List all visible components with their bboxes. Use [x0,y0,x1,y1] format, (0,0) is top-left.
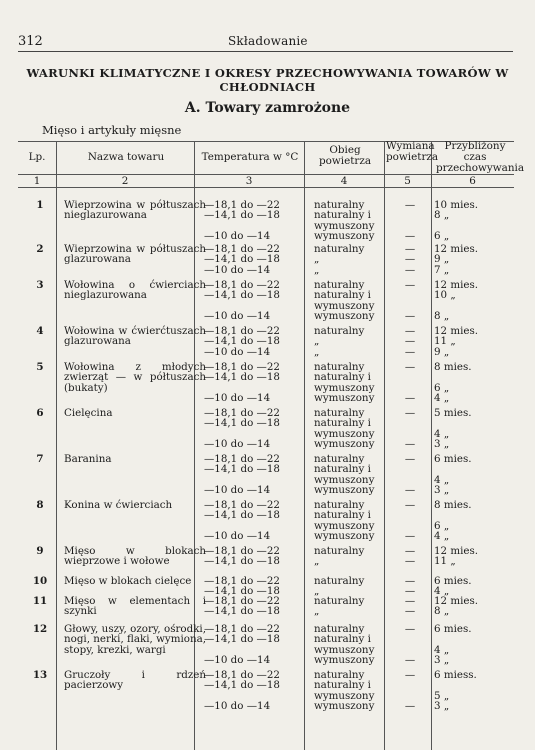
header-rule [18,51,513,52]
air-circulation: naturalny i [314,679,371,692]
air-exchange: — [404,545,416,557]
storage-time: 3 „ [434,484,450,497]
header-wymiana: Wymiana powietrza [386,140,439,163]
product-name: Cielęcina [64,407,113,419]
storage-time: 4 „ [434,427,450,440]
air-exchange: — [404,325,416,337]
temperature-range-group [204,670,310,712]
air-exchange [390,634,430,644]
storage-time-group [434,670,510,712]
header-rule-1 [18,174,514,175]
temperature-range: —18,1 do —22 [204,279,280,291]
storage-time: 7 „ [434,263,450,276]
storage-time-group [434,280,510,322]
air-circulation: wymuszony [314,530,375,543]
temperature-range: —10 do —14 [204,530,271,543]
header-lp: Lp. [28,151,46,163]
row-number: 8 [36,499,44,511]
col-number-2: 2 [121,175,129,187]
air-exchange: — [404,243,416,255]
air-circulation: „ [314,345,320,358]
air-exchange: — [404,279,416,291]
temperature-range: —14,1 do —18 [204,335,280,348]
storage-time: 6 mies. [434,575,472,587]
category-label: Mięso i artykuły mięsne [42,123,182,137]
product-name: Wieprzowina w półtuszach glazurowana [64,243,206,266]
row-number: 7 [36,453,44,465]
air-circulation-group [314,576,386,597]
temperature-range-group [204,500,310,542]
air-exchange-group [390,280,430,322]
air-exchange: — [404,669,416,681]
row-number: 5 [36,361,44,373]
storage-time: 11 „ [434,555,456,568]
temperature-range: —18,1 do —22 [204,325,280,337]
product-name: Wołowina w ćwierćtuszach glazurowana [64,325,206,348]
temperature-range: —10 do —14 [204,484,271,497]
air-circulation: naturalny [314,453,365,465]
storage-time-group [434,596,510,617]
air-circulation-group [314,596,386,617]
storage-time-group [434,326,510,357]
air-exchange [390,510,430,520]
air-circulation-group [314,624,386,666]
air-circulation-group [314,408,386,450]
air-circulation: naturalny [314,499,365,511]
subtitle: A. Towary zamrożone [184,100,351,116]
temperature-range-group [204,546,310,567]
air-circulation: naturalny [314,595,365,607]
temperature-range-group [204,244,310,275]
air-exchange: — [404,310,416,323]
air-circulation: „ [314,263,320,276]
row-number: 12 [32,623,48,635]
air-circulation-group [314,546,386,567]
storage-time: 5 mies. [434,407,472,419]
storage-table [18,140,525,750]
air-exchange: — [404,453,416,465]
temperature-range: —14,1 do —18 [204,253,280,266]
storage-time: 11 „ [434,335,456,348]
temperature-range: —18,1 do —22 [204,499,280,511]
main-title: WARUNKI KLIMATYCZNE I OKRESY PRZECHOWYWANIA TOWARÓW W CHŁODNIACH [26,66,509,94]
air-exchange: — [404,605,416,618]
product-name: Konina w ćwierciach [64,499,173,511]
product-name: Gruczoły i rdzeń pacierzowy [64,669,206,692]
storage-time: 8 „ [434,310,450,323]
temperature-range: —18,1 do —22 [204,669,280,681]
header-name: Nazwa towaru [87,151,165,163]
air-circulation-group [314,670,386,712]
temperature-range: —18,1 do —22 [204,575,280,587]
air-circulation: naturalny [314,361,365,373]
section-name: Składowanie [228,34,308,48]
air-exchange-group [390,546,430,567]
air-circulation: naturalny [314,279,365,291]
temperature-range: —14,1 do —18 [204,633,280,646]
air-exchange [390,680,430,690]
air-exchange: — [404,499,416,511]
header-temperature: Temperatura w °C [201,151,299,163]
storage-time: 5 „ [434,689,450,702]
air-circulation: wymuszony [314,689,375,702]
temperature-range: —10 do —14 [204,700,271,713]
air-circulation: wymuszony [314,700,375,713]
air-exchange: — [404,361,416,373]
product-name: Wołowina z młodych zwierząt — w półtuszach (bukaty) [64,361,206,394]
storage-time: 8 mies. [434,361,472,373]
air-circulation-group [314,500,386,542]
temperature-range-group [204,454,310,496]
air-circulation: naturalny [314,407,365,419]
storage-time: 10 „ [434,289,456,302]
product-name: Mięso w elementach i szynki [64,595,206,618]
product-name: Baranina [64,453,112,465]
air-exchange-group [390,624,430,666]
temperature-range-group [204,408,310,450]
temperature-range: —14,1 do —18 [204,371,280,384]
storage-time-group [434,408,510,450]
col-divider [56,141,57,750]
temperature-range: —18,1 do —22 [204,595,280,607]
storage-time: 6 „ [434,381,450,394]
storage-time: 12 mies. [434,325,479,337]
air-exchange [390,464,430,474]
air-exchange: — [404,345,416,358]
air-exchange: — [404,263,416,276]
temperature-range: —14,1 do —18 [204,605,280,618]
product-name: Mięso w blokach wieprzowe i wołowe [64,545,206,568]
row-number: 11 [32,595,48,607]
temperature-range: —10 do —14 [204,654,271,667]
air-circulation: naturalny [314,623,365,635]
air-exchange-group [390,670,430,712]
air-circulation: naturalny [314,669,365,681]
temperature-range: —18,1 do —22 [204,199,280,211]
storage-time: 4 „ [434,473,450,486]
air-exchange-group [390,200,430,242]
storage-time: 6 „ [434,519,450,532]
air-circulation: naturalny [314,325,365,337]
air-circulation-group [314,280,386,322]
air-circulation: wymuszony [314,473,375,486]
air-circulation: naturalny i [314,463,371,476]
air-circulation: naturalny i [314,417,371,430]
row-number: 9 [36,545,44,557]
storage-time: 6 mies. [434,623,472,635]
temperature-range: —10 do —14 [204,345,271,358]
col-divider [194,141,195,750]
air-exchange [390,372,430,382]
header-rule-2 [18,187,514,188]
air-circulation: „ [314,555,320,568]
temperature-range: —10 do —14 [204,263,271,276]
temperature-range: —10 do —14 [204,230,271,243]
page-number: 312 [18,34,43,49]
temperature-range-group [204,280,310,322]
temperature-range-group [204,362,310,404]
storage-time: 8 „ [434,209,450,222]
air-circulation: wymuszony [314,392,375,405]
col-number-6: 6 [469,175,476,187]
temperature-range: —14,1 do —18 [204,463,280,476]
storage-time-group [434,362,510,404]
storage-time: 12 mies. [434,279,479,291]
air-exchange: — [404,575,416,587]
product-name: Głowy, uszy, ozory, ośrodki, nogi, nerki, flaki, wymiona, stopy, krezki, wargi [64,623,207,656]
air-circulation: naturalny [314,575,365,587]
air-exchange: — [404,199,416,211]
storage-time-group [434,576,510,597]
product-name: Wieprzowina w półtuszach nieglazurowana [64,199,206,222]
temperature-range: —14,1 do —18 [204,209,280,222]
storage-time-group [434,200,510,242]
temperature-range: —14,1 do —18 [204,509,280,522]
air-exchange: — [404,555,416,568]
air-exchange: — [404,623,416,635]
air-exchange: — [404,700,416,713]
air-exchange: — [404,585,416,598]
air-exchange: — [404,407,416,419]
air-exchange-group [390,576,430,597]
temperature-range: —14,1 do —18 [204,289,280,302]
air-circulation: naturalny [314,545,365,557]
air-exchange: — [404,595,416,607]
air-circulation: wymuszony [314,654,375,667]
temperature-range: —10 do —14 [204,438,271,451]
storage-time: 12 mies. [434,545,479,557]
air-circulation: wymuszony [314,381,375,394]
temperature-range-group [204,624,310,666]
air-exchange: — [404,253,416,266]
air-exchange-group [390,454,430,496]
storage-time: 3 „ [434,700,450,713]
storage-time: 9 „ [434,253,450,266]
header-obieg: Obieg powietrza [318,144,372,167]
storage-time-group [434,244,510,275]
air-circulation: „ [314,585,320,598]
air-circulation: wymuszony [314,519,375,532]
storage-time: 3 „ [434,438,450,451]
storage-time-group [434,454,510,496]
storage-time: 6 miess. [434,669,477,681]
temperature-range: —18,1 do —22 [204,623,280,635]
air-exchange [390,290,430,300]
air-circulation: naturalny [314,199,365,211]
air-circulation: naturalny i [314,289,371,302]
col-divider [431,141,432,750]
row-number: 2 [36,243,44,255]
col-number-3: 3 [245,175,253,187]
air-exchange: — [404,654,416,667]
air-exchange-group [390,244,430,275]
storage-time-group [434,500,510,542]
temperature-range: —10 do —14 [204,392,271,405]
temperature-range: —18,1 do —22 [204,453,280,465]
air-circulation-group [314,326,386,357]
storage-time: 4 „ [434,392,450,405]
storage-time: 9 „ [434,345,450,358]
row-number: 3 [36,279,44,291]
row-number: 1 [36,199,44,211]
air-circulation: „ [314,605,320,618]
storage-time: 6 „ [434,230,450,243]
air-exchange-group [390,500,430,542]
row-number: 10 [32,575,48,587]
air-exchange-group [390,362,430,404]
row-number: 4 [36,325,44,337]
temperature-range: —18,1 do —22 [204,407,280,419]
temperature-range-group [204,200,310,242]
air-circulation-group [314,244,386,275]
storage-time: 6 mies. [434,453,472,465]
storage-time: 8 mies. [434,499,472,511]
air-circulation-group [314,200,386,242]
storage-time: 12 mies. [434,595,479,607]
air-exchange-group [390,408,430,450]
storage-time: 4 „ [434,643,450,656]
temperature-range-group [204,576,310,597]
temperature-range-group [204,596,310,617]
temperature-range: —18,1 do —22 [204,243,280,255]
air-circulation: naturalny i [314,633,371,646]
col-number-1: 1 [33,175,41,187]
storage-time: 10 mies. [434,199,479,211]
temperature-range: —18,1 do —22 [204,361,280,373]
temperature-range-group [204,326,310,357]
storage-time: 3 „ [434,654,450,667]
air-exchange-group [390,596,430,617]
air-circulation: wymuszony [314,299,375,312]
product-name: Mięso w blokach cielęce [64,575,192,587]
air-exchange: — [404,230,416,243]
air-circulation: naturalny i [314,371,371,384]
air-circulation: wymuszony [314,438,375,451]
air-exchange: — [404,392,416,405]
header-czas: Przybliżony czas przechowywania [436,140,525,174]
temperature-range: —14,1 do —18 [204,679,280,692]
storage-time-group [434,624,510,666]
air-circulation: wymuszony [314,427,375,440]
air-circulation: „ [314,253,320,266]
air-circulation: wymuszony [314,484,375,497]
air-exchange: — [404,438,416,451]
air-circulation: „ [314,335,320,348]
air-circulation: wymuszony [314,310,375,323]
temperature-range: —10 do —14 [204,310,271,323]
air-exchange [390,210,430,220]
temperature-range: —14,1 do —18 [204,555,280,568]
air-exchange [390,418,430,428]
air-circulation-group [314,454,386,496]
temperature-range: —14,1 do —18 [204,585,280,598]
air-exchange-group [390,326,430,357]
storage-time: 12 mies. [434,243,479,255]
air-exchange: — [404,335,416,348]
storage-time-group [434,546,510,567]
storage-time: 4 „ [434,530,450,543]
col-number-4: 4 [340,175,348,187]
row-number: 6 [36,407,44,419]
air-circulation: naturalny i [314,209,371,222]
row-number: 13 [32,669,48,681]
air-circulation: naturalny [314,243,365,255]
air-circulation: wymuszony [314,230,375,243]
air-circulation: wymuszony [314,643,375,656]
temperature-range: —14,1 do —18 [204,417,280,430]
air-circulation: naturalny i [314,509,371,522]
col-number-5: 5 [404,175,411,187]
air-circulation-group [314,362,386,404]
air-exchange: — [404,484,416,497]
air-exchange: — [404,530,416,543]
temperature-range: —18,1 do —22 [204,545,280,557]
air-circulation: wymuszony [314,219,375,232]
running-head [18,34,513,50]
storage-time: 4 „ [434,585,450,598]
storage-time: 8 „ [434,605,450,618]
product-name: Wołowina o ćwierciach nieglazurowana [64,279,206,302]
